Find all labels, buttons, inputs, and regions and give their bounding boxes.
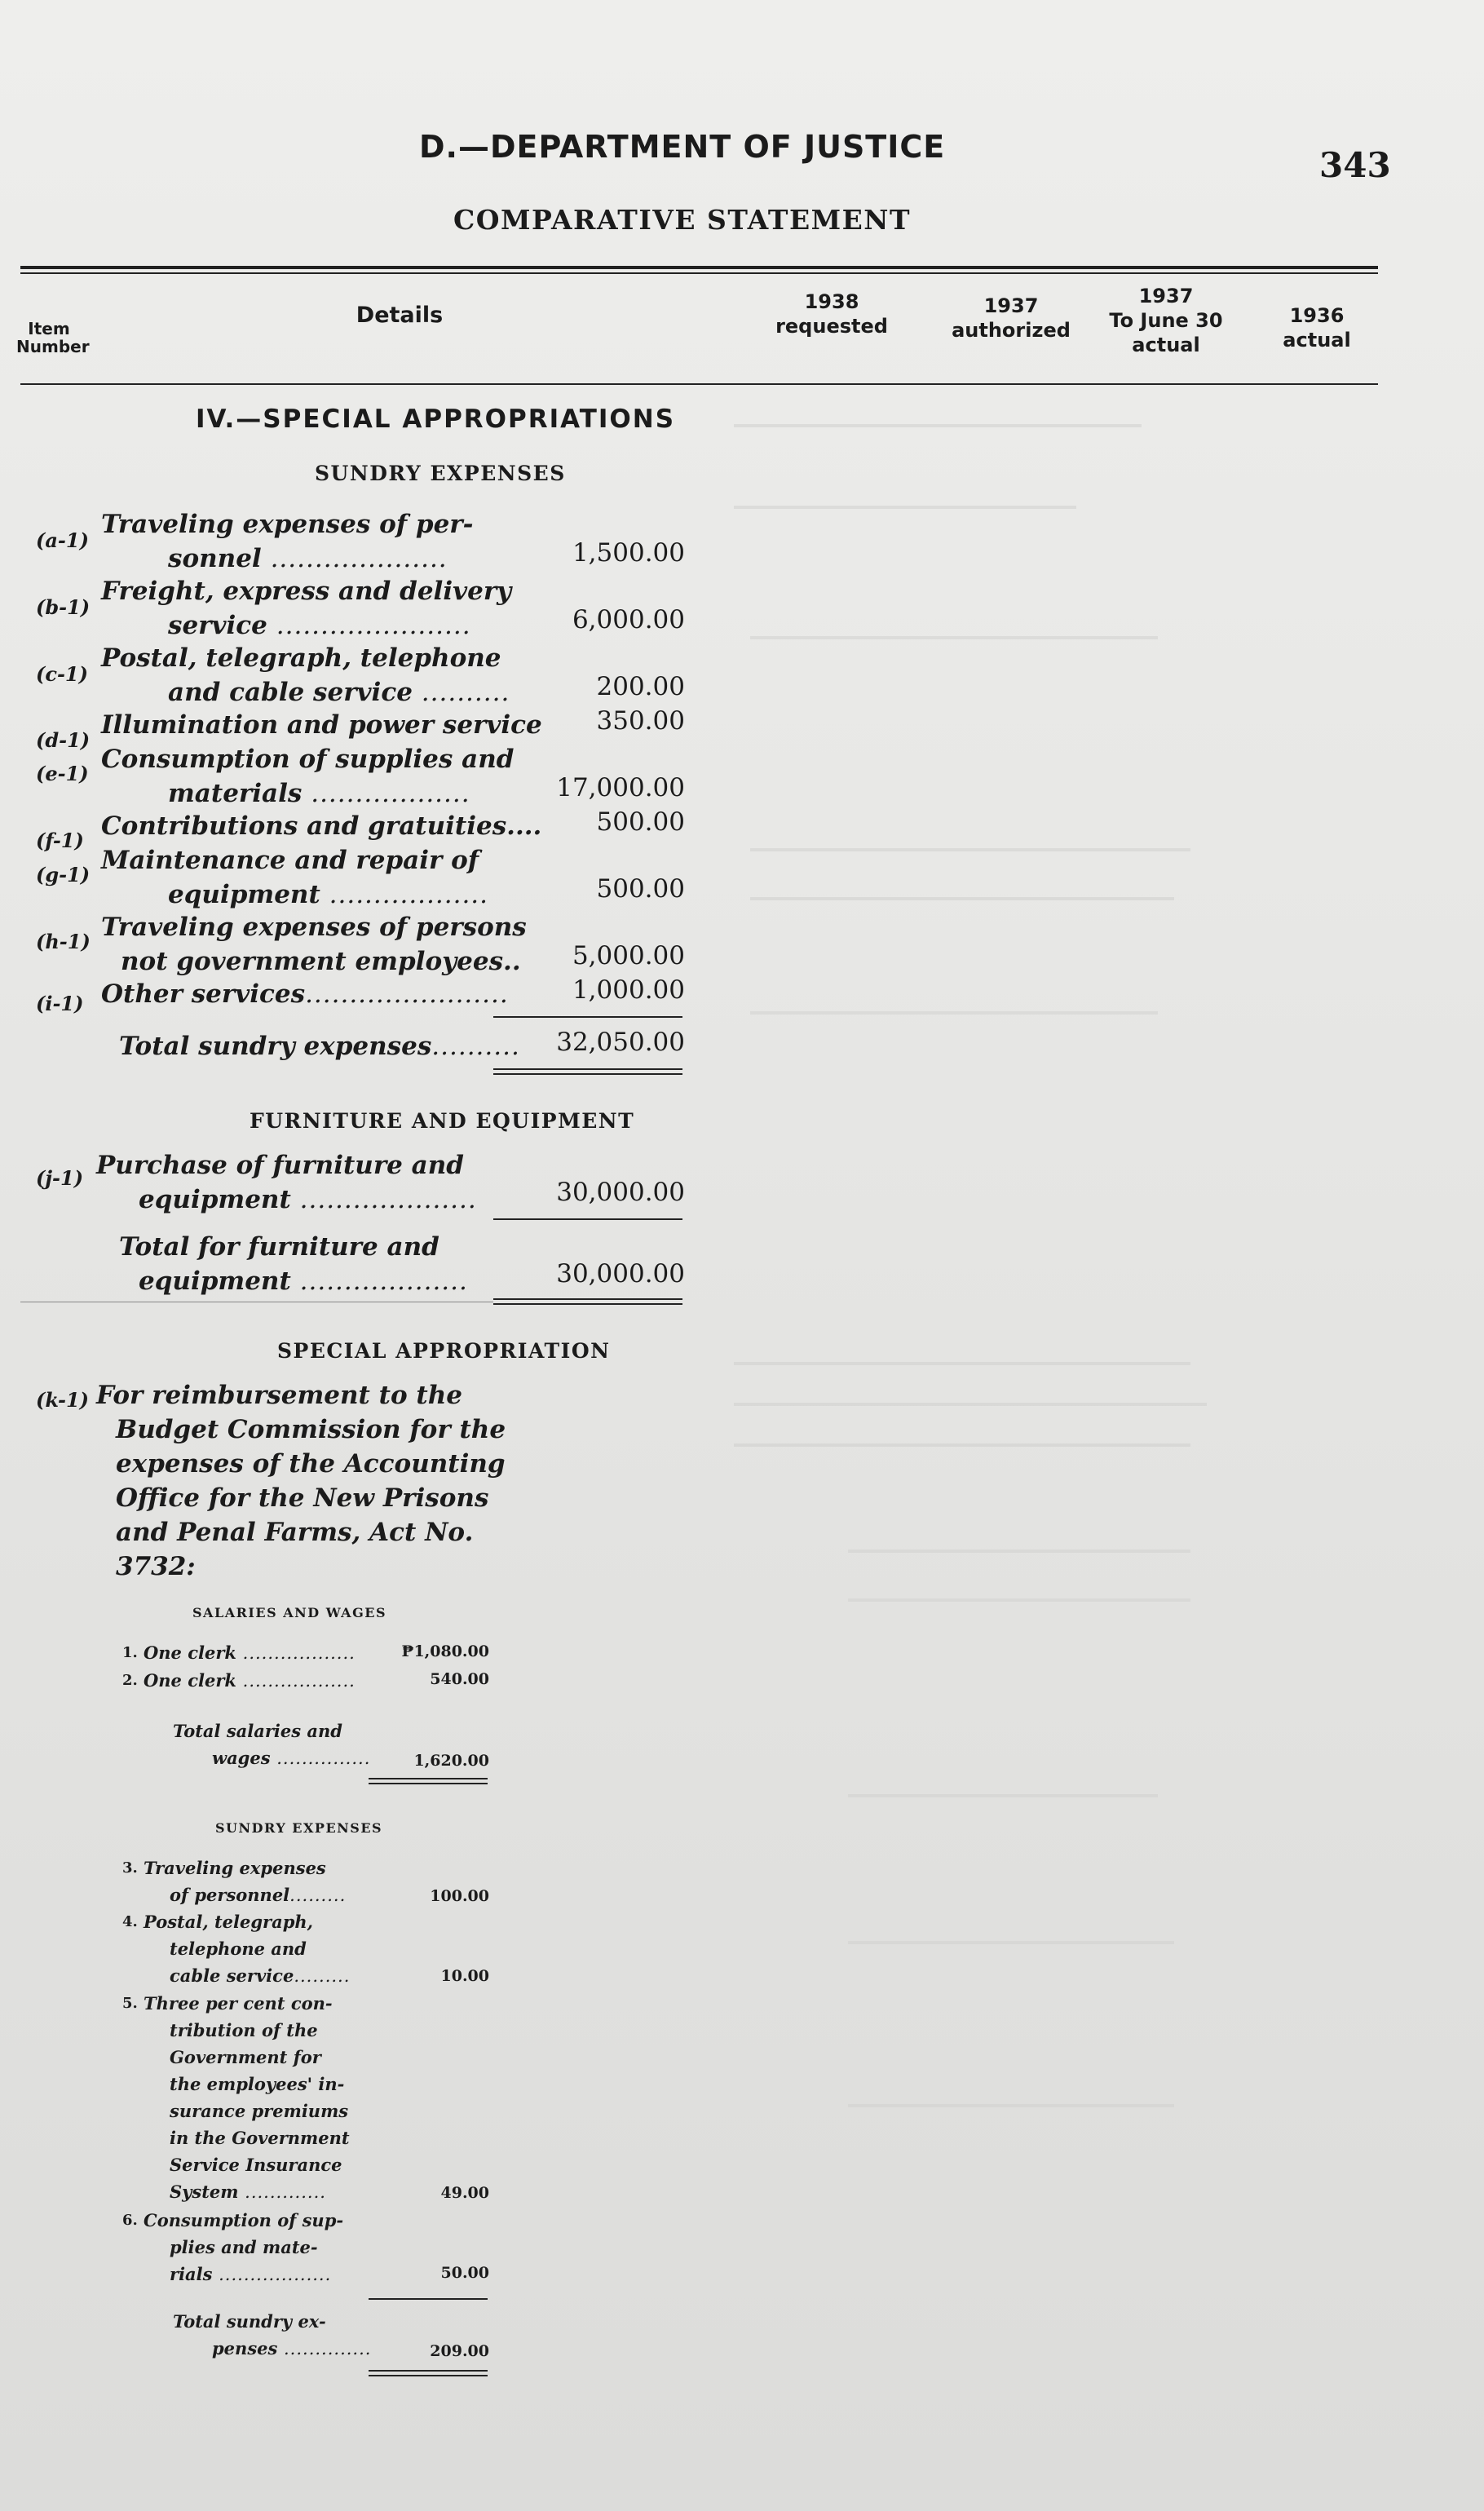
salaries-double-rule [369,1778,488,1779]
furniture-total-amount: 30,000.00 [556,1259,685,1289]
sub-sundry-title: SUNDRY EXPENSES [215,1820,383,1836]
special-description: For reimbursement to the Budget Commission for the expenses of the Accounting Office for the New Prisons and Penal Farms, Act No. 3732: [96,1381,506,1581]
salaries-title: SALARIES AND WAGES [192,1605,386,1620]
bleed-through-shadow [701,391,1402,2267]
sub-item-label: One clerk .................. [144,1670,356,1691]
sub-sundry-double-rule [369,2370,488,2372]
item-code: (k-1) [36,1388,90,1412]
sub-item-amount: ₱1,080.00 [401,1642,489,1660]
sub-sundry-subtotal-rule [369,2298,488,2300]
salaries-total-amount: 1,620.00 [413,1752,489,1770]
header-top-rule [20,266,1378,269]
item-code: (d-1) [36,728,91,752]
special-appropriation-title: SPECIAL APPROPRIATION [277,1339,611,1363]
col-1937-june30-actual: 1937 To June 30 actual [1109,285,1223,356]
salaries-total-label: Total salaries and wages ............... [173,1721,371,1768]
col-1936-actual: 1936 actual [1283,304,1351,351]
furniture-amount: 30,000.00 [556,1178,685,1207]
item-code: (h-1) [36,930,91,953]
sub-item-amount: 540.00 [430,1670,489,1688]
subtotal-rule [493,1016,682,1018]
item-amount: 6,000.00 [572,605,685,634]
header-bottom-rule [20,383,1378,385]
item-code: (g-1) [36,863,91,886]
header-top-rule-2 [20,272,1378,274]
col-1937-authorized: 1937 authorized [952,294,1071,342]
sub-item-code: 2. [122,1672,138,1689]
item-description: Other services....................... [101,979,509,1009]
sub-item-code: 3. [122,1859,138,1877]
item-amount: 500.00 [596,807,685,837]
item-amount: 1,500.00 [572,538,685,568]
sub-item-code: 5. [122,1995,138,2012]
furniture-subtotal-rule [493,1218,682,1220]
sub-item-amount: 10.00 [440,1967,489,1985]
sub-item-label: Traveling expenses of personnel......... [144,1858,347,1905]
item-code: (f-1) [36,829,84,852]
sub-item-label: Postal, telegraph, telephone and cable service......... [144,1912,351,1986]
salaries-double-rule-2 [369,1783,488,1784]
sub-item-amount: 49.00 [440,2184,489,2202]
item-amount: 350.00 [596,706,685,736]
item-description: Consumption of supplies and materials .................. [101,745,515,808]
item-amount: 5,000.00 [572,941,685,970]
total-double-rule [493,1068,682,1070]
furniture-double-rule-2 [493,1303,682,1305]
item-amount: 1,000.00 [572,975,685,1005]
item-description: Contributions and gratuities.... [101,811,542,841]
sub-item-code: 4. [122,1913,138,1930]
furniture-description: Purchase of furniture and equipment .................... [96,1151,477,1214]
sub-item-label: Three per cent con- tribution of the Government for the employees' in- surance premiums in the Government Service Insurance System ............. [144,1993,350,2202]
sub-sundry-double-rule-2 [369,2375,488,2376]
total-sundry-label: Total sundry expenses.......... [119,1032,520,1061]
item-description: Postal, telegraph, telephone and cable service .......... [101,643,510,707]
section-title: IV.—SPECIAL APPROPRIATIONS [196,405,676,434]
item-description: Illumination and power service [101,710,542,740]
col-details: Details [356,303,444,328]
statement-title: COMPARATIVE STATEMENT [453,204,912,236]
item-amount: 500.00 [596,874,685,904]
furniture-total-label: Total for furniture and equipment ................... [119,1232,468,1296]
page-number: 343 [1319,145,1391,185]
item-description: Freight, express and delivery service ...................... [101,577,512,640]
sub-sundry-total-amount: 209.00 [430,2342,489,2360]
item-amount: 200.00 [596,672,685,701]
item-code: (j-1) [36,1166,84,1190]
sundry-expenses-title: SUNDRY EXPENSES [315,462,566,485]
sub-item-label: Consumption of sup- plies and mate- rials .................. [144,2210,344,2284]
item-code: (a-1) [36,528,89,552]
sub-item-code: 1. [122,1644,138,1661]
sub-item-amount: 100.00 [430,1887,489,1905]
furniture-title: FURNITURE AND EQUIPMENT [250,1109,635,1133]
total-sundry-amount: 32,050.00 [556,1028,685,1057]
furniture-double-rule [493,1298,682,1300]
item-code: (c-1) [36,662,88,686]
item-code: (e-1) [36,762,89,785]
item-description: Maintenance and repair of equipment .................. [101,846,489,909]
col-item-number: Item Number [16,319,90,356]
total-double-rule-2 [493,1073,682,1075]
item-amount: 17,000.00 [556,773,685,802]
sub-item-label: One clerk .................. [144,1642,356,1663]
sub-item-amount: 50.00 [440,2264,489,2282]
item-code: (b-1) [36,595,91,619]
department-title: D.—DEPARTMENT OF JUSTICE [419,129,946,165]
sub-sundry-total-label: Total sundry ex- penses .............. [173,2311,372,2358]
item-code: (i-1) [36,992,84,1015]
col-1938-requested: 1938 requested [775,290,888,338]
item-description: Traveling expenses of per- sonnel .................... [101,510,474,573]
item-description: Traveling expenses of persons not government employees.. [101,913,527,976]
sub-item-code: 6. [122,2212,138,2229]
